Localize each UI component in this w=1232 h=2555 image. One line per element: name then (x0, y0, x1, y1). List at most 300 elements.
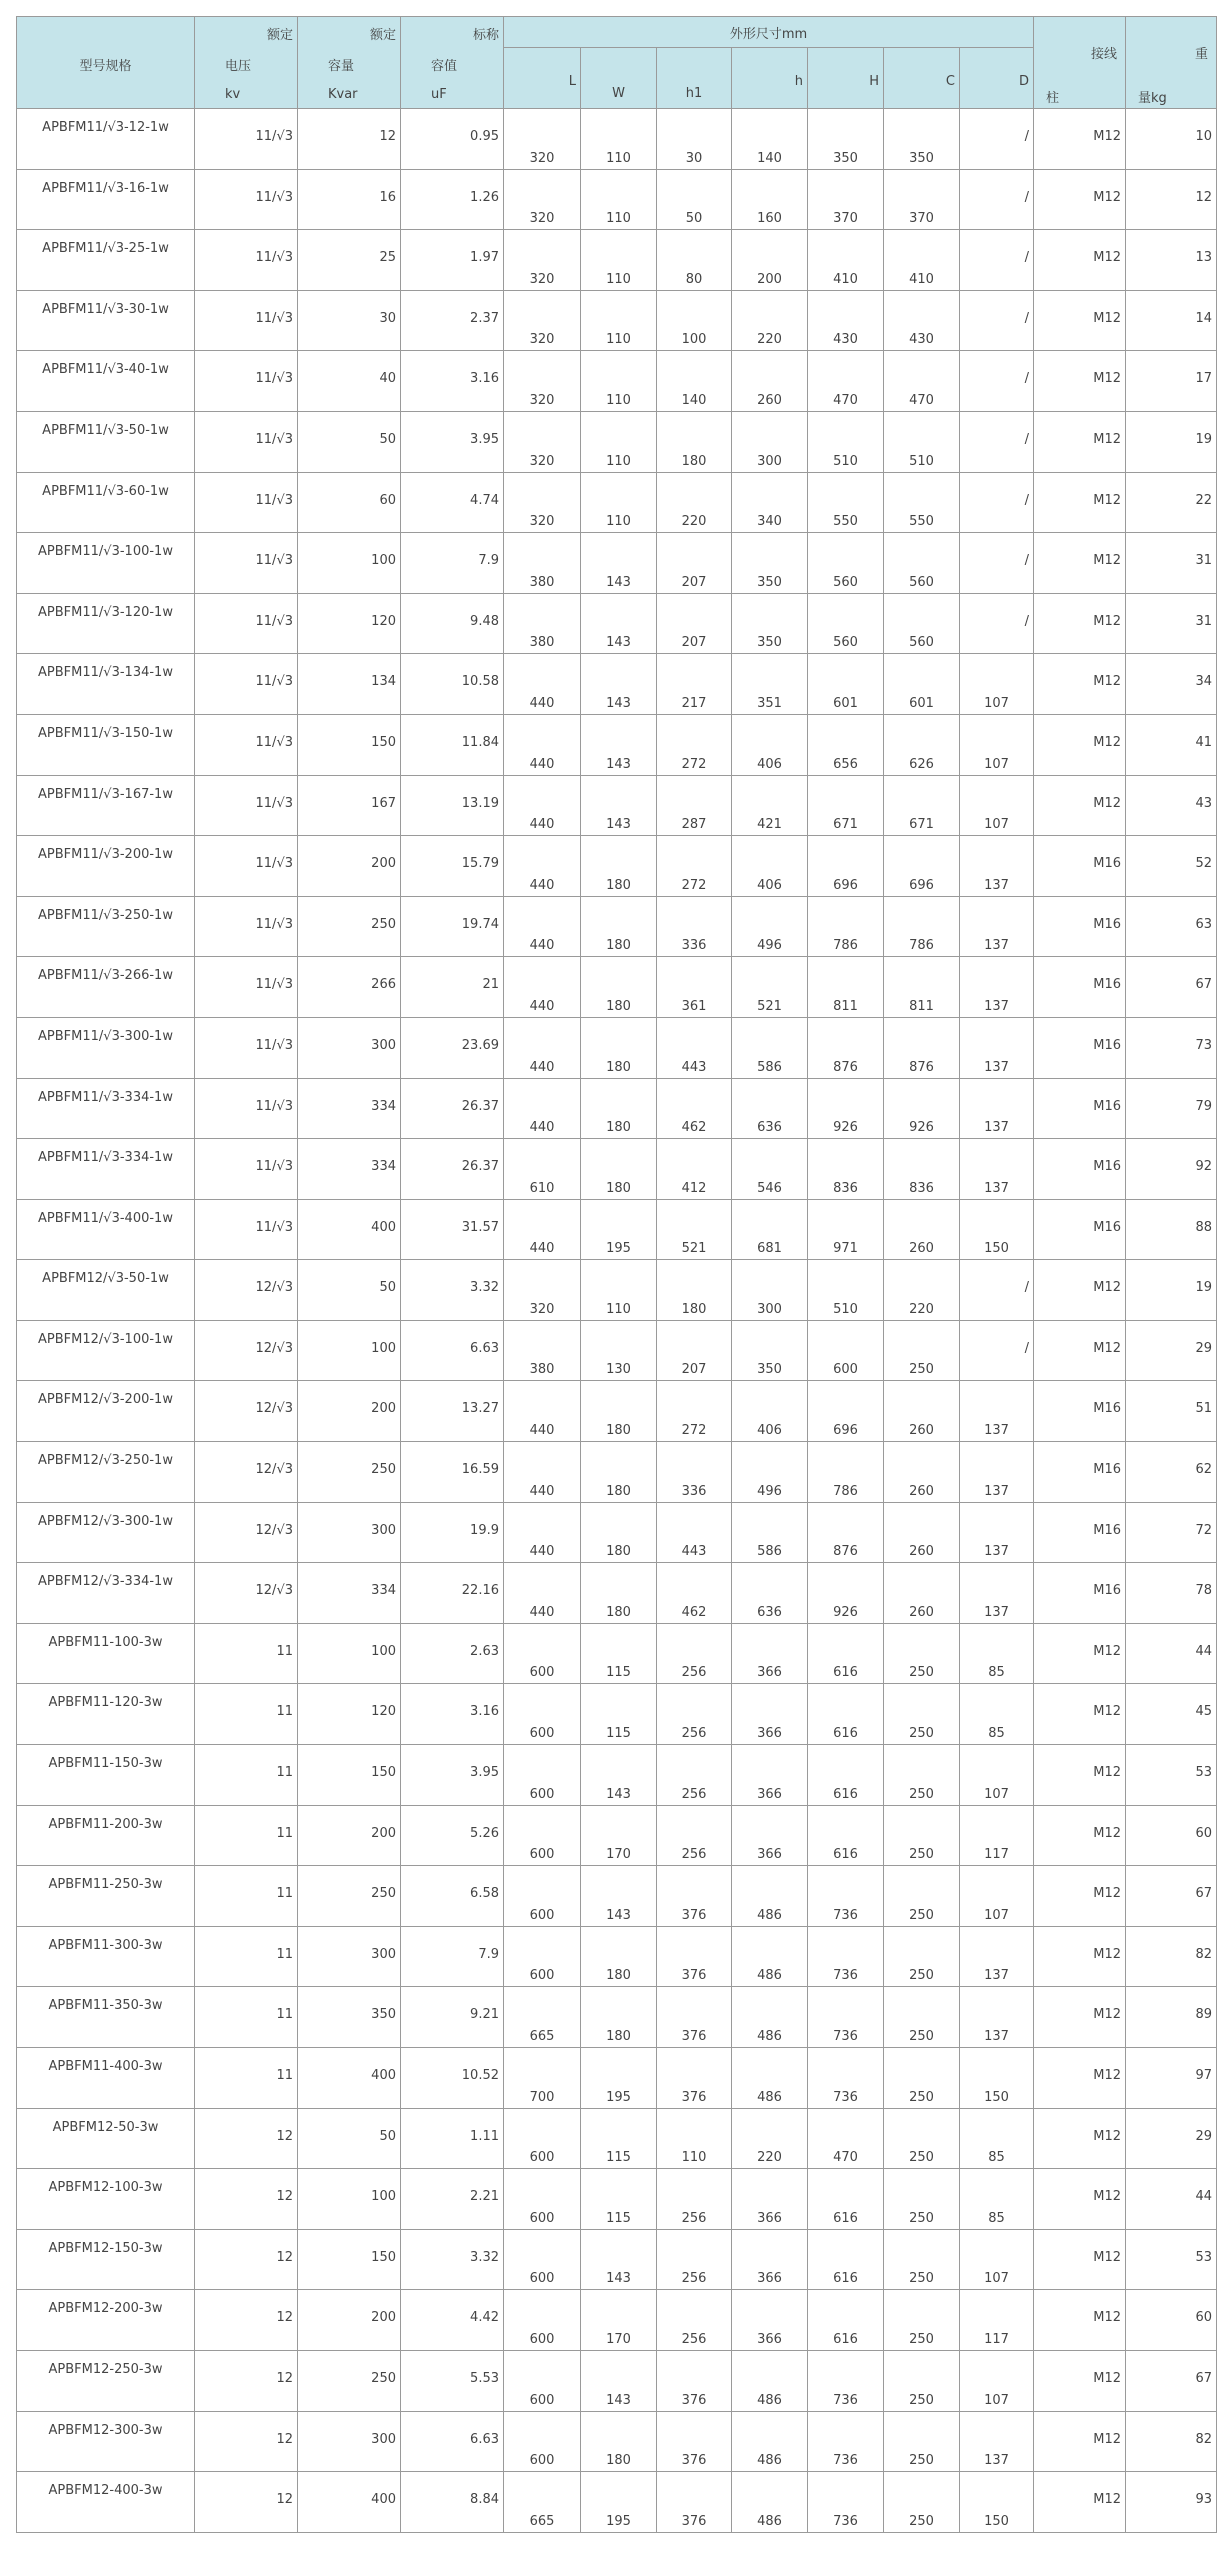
cell-capacity (298, 2229, 401, 2290)
weight-value: 29 (1195, 1340, 1213, 1356)
model-value: APBFM11/√3-266-1w (38, 968, 173, 984)
dim-L-value: 600 (529, 2453, 555, 2469)
cell-dim-L (504, 2229, 581, 2290)
cell-dim-W (581, 169, 657, 230)
cell-dim-h (732, 836, 808, 897)
dim-C-value: 786 (909, 938, 934, 954)
table-row (17, 411, 1217, 472)
cell-terminal (1034, 2229, 1126, 2290)
cell-dim-C (884, 775, 960, 836)
cell-capacitance (401, 290, 504, 351)
cell-dim-L (504, 411, 581, 472)
cell-weight (1126, 2290, 1217, 2351)
cell-model (17, 2108, 195, 2169)
dim-L-value: 440 (529, 938, 555, 954)
dim-h1-value: 50 (685, 211, 703, 227)
dim-C-value: 601 (909, 695, 934, 711)
cell-capacitance (401, 351, 504, 412)
cell-capacitance (401, 2350, 504, 2411)
voltage-value: 11/√3 (255, 856, 293, 872)
model-value: APBFM12-300-3w (48, 2422, 163, 2438)
cell-dim-W (581, 1684, 657, 1745)
cell-dim-h1 (657, 836, 732, 897)
cell-capacitance (401, 1502, 504, 1563)
capacity-value: 200 (371, 1825, 396, 1841)
cell-capacity (298, 1926, 401, 1987)
dim-H-value: 510 (833, 453, 858, 469)
cell-capacity (298, 2411, 401, 2472)
cell-terminal (1034, 1320, 1126, 1381)
model-value: APBFM11-200-3w (48, 1816, 163, 1832)
cell-weight (1126, 1017, 1217, 1078)
dim-C-value: 836 (909, 1180, 934, 1196)
table-row (17, 593, 1217, 654)
table-row (17, 1684, 1217, 1745)
dim-C-value: 250 (909, 1968, 934, 1984)
cell-dim-L (504, 1563, 581, 1624)
voltage-value: 11 (276, 2068, 293, 2083)
voltage-value: 12/√3 (255, 1462, 293, 1478)
cell-dim-H (808, 2472, 884, 2533)
cell-dim-L (504, 2108, 581, 2169)
cell-dim-h1 (657, 1381, 732, 1442)
cell-dim-h1 (657, 896, 732, 957)
dim-D-value: 137 (984, 1120, 1009, 1136)
dim-C-value: 250 (909, 2513, 934, 2529)
cell-weight (1126, 1320, 1217, 1381)
dim-h-value: 486 (757, 2089, 782, 2105)
dim-C-value: 250 (909, 1786, 934, 1802)
dim-D-value: 137 (984, 2453, 1009, 2469)
cell-dim-h (732, 230, 808, 291)
terminal-value: M16 (1093, 1401, 1122, 1417)
voltage-value: 11/√3 (255, 250, 293, 266)
cell-dim-H (808, 1563, 884, 1624)
header-dim-h1-label: h1 (685, 86, 703, 101)
cell-dim-C (884, 2108, 960, 2169)
cell-weight (1126, 836, 1217, 897)
cell-dim-L (504, 2048, 581, 2109)
dim-h-value: 496 (757, 938, 782, 954)
cell-dim-D (960, 1139, 1034, 1200)
terminal-value: M12 (1093, 795, 1122, 811)
cell-capacity (298, 1139, 401, 1200)
cell-terminal (1034, 1139, 1126, 1200)
dim-H-value: 786 (833, 1483, 858, 1499)
capacity-value: 200 (371, 1401, 396, 1417)
dim-L-value: 440 (529, 1241, 555, 1257)
weight-value: 60 (1195, 2310, 1213, 2326)
capacity-value: 120 (371, 613, 396, 629)
cell-terminal (1034, 351, 1126, 412)
capacity-value: 134 (371, 674, 396, 690)
cell-dim-L (504, 2411, 581, 2472)
cell-dim-D (960, 230, 1034, 291)
cell-dim-H (808, 1139, 884, 1200)
cell-dim-H (808, 2290, 884, 2351)
cell-weight (1126, 1381, 1217, 1442)
capacitance-value: 22.16 (461, 1583, 499, 1599)
capacitance-value: 3.32 (470, 1280, 499, 1296)
dim-H-value: 616 (833, 1847, 858, 1863)
dim-W-value: 143 (606, 1786, 631, 1802)
header-capacity (298, 17, 401, 109)
dim-H-value: 510 (833, 1301, 858, 1317)
cell-model (17, 1078, 195, 1139)
table-row (17, 1745, 1217, 1806)
capacitance-value: 6.58 (470, 1886, 499, 1902)
dim-h-value: 496 (757, 1483, 782, 1499)
table-row (17, 896, 1217, 957)
dim-H-value: 811 (833, 998, 858, 1014)
dim-L-value: 700 (529, 2089, 555, 2105)
terminal-value: M12 (1093, 734, 1122, 750)
cell-dim-D (960, 109, 1034, 170)
capacity-value: 50 (379, 1280, 396, 1296)
cell-dim-C (884, 2048, 960, 2109)
dim-h1-value: 376 (681, 2029, 707, 2044)
cell-voltage (195, 1987, 298, 2048)
dim-L-value: 380 (529, 574, 555, 590)
cell-dim-C (884, 896, 960, 957)
dim-h-value: 366 (757, 1726, 782, 1742)
cell-dim-W (581, 1623, 657, 1684)
dim-C-value: 260 (909, 1241, 934, 1257)
capacity-value: 266 (371, 977, 396, 993)
cell-capacity (298, 654, 401, 715)
cell-dim-h (732, 1078, 808, 1139)
dim-h1-value: 376 (681, 2392, 707, 2408)
cell-voltage (195, 1684, 298, 1745)
cell-dim-C (884, 472, 960, 533)
dim-L-value: 600 (529, 1907, 555, 1923)
dim-C-value: 250 (909, 2210, 934, 2226)
weight-value: 10 (1195, 129, 1213, 144)
header-dim-D-label: D (1019, 74, 1030, 89)
cell-voltage (195, 2472, 298, 2533)
capacity-value: 250 (371, 2370, 396, 2386)
cell-capacity (298, 775, 401, 836)
dim-H-value: 616 (833, 2271, 858, 2287)
dim-L-value: 440 (529, 1423, 555, 1439)
dim-C-value: 560 (909, 574, 934, 590)
model-value: APBFM11-120-3w (48, 1695, 163, 1711)
cell-capacity (298, 1017, 401, 1078)
dim-h-value: 486 (757, 1968, 782, 1984)
dim-D-value: 117 (984, 1847, 1009, 1863)
weight-value: 82 (1195, 2431, 1213, 2447)
cell-dim-W (581, 2290, 657, 2351)
weight-value: 17 (1195, 371, 1213, 387)
cell-dim-H (808, 836, 884, 897)
cell-dim-D (960, 1805, 1034, 1866)
voltage-value: 11/√3 (255, 129, 293, 144)
voltage-value: 11 (276, 2007, 293, 2023)
cell-capacitance (401, 1684, 504, 1745)
cell-model (17, 2411, 195, 2472)
cell-dim-W (581, 714, 657, 775)
voltage-value: 12/√3 (255, 1522, 293, 1538)
cell-capacity (298, 2290, 401, 2351)
dim-h-value: 340 (757, 514, 782, 530)
capacity-value: 30 (379, 310, 396, 326)
cell-capacitance (401, 533, 504, 594)
cell-dim-C (884, 1442, 960, 1503)
dim-H-value: 616 (833, 2210, 858, 2226)
dim-h-value: 366 (757, 2210, 782, 2226)
dim-C-value: 250 (909, 2089, 934, 2105)
dim-C-value: 510 (909, 453, 934, 469)
voltage-value: 11/√3 (255, 1098, 293, 1114)
cell-dim-H (808, 957, 884, 1018)
cell-capacitance (401, 1805, 504, 1866)
dim-h-value: 586 (757, 1059, 782, 1075)
cell-dim-H (808, 2350, 884, 2411)
dim-L-value: 320 (529, 150, 555, 166)
capacitance-value: 13.19 (461, 795, 499, 811)
cell-voltage (195, 1320, 298, 1381)
dim-W-value: 143 (606, 756, 631, 772)
cell-capacitance (401, 957, 504, 1018)
model-value: APBFM12-150-3w (48, 2240, 163, 2256)
capacitance-value: 23.69 (461, 1037, 499, 1053)
cell-dim-h (732, 351, 808, 412)
dim-h-value: 366 (757, 1786, 782, 1802)
dim-L-value: 440 (529, 1483, 555, 1499)
dim-H-value: 736 (833, 2089, 858, 2105)
terminal-value: M16 (1093, 1583, 1122, 1599)
cell-capacity (298, 1078, 401, 1139)
weight-value: 51 (1195, 1401, 1213, 1417)
weight-value: 43 (1195, 795, 1213, 811)
dim-W-value: 143 (606, 2271, 631, 2287)
dim-h1-value: 443 (681, 1059, 707, 1075)
terminal-value: M12 (1093, 2068, 1122, 2083)
cell-dim-C (884, 1866, 960, 1927)
terminal-value: M12 (1093, 1825, 1122, 1841)
cell-terminal (1034, 2048, 1126, 2109)
cell-dim-h (732, 1563, 808, 1624)
header-terminal-line1: 接线 (1091, 47, 1118, 62)
cell-voltage (195, 1563, 298, 1624)
dim-L-value: 440 (529, 877, 555, 893)
capacitance-value: 1.11 (470, 2128, 499, 2144)
capacity-value: 150 (371, 734, 396, 750)
dim-h1-value: 100 (681, 332, 707, 348)
model-value: APBFM11/√3-134-1w (38, 665, 173, 681)
dim-L-value: 600 (529, 2392, 555, 2408)
cell-terminal (1034, 472, 1126, 533)
cell-terminal (1034, 714, 1126, 775)
weight-value: 31 (1195, 613, 1213, 629)
table-row (17, 1017, 1217, 1078)
capacitance-value: 26.37 (461, 1159, 499, 1175)
header-dim-H (808, 48, 884, 109)
cell-model (17, 2048, 195, 2109)
table-row (17, 654, 1217, 715)
dim-L-value: 600 (529, 1968, 555, 1984)
dim-D-value: 137 (984, 1180, 1009, 1196)
dim-h1-value: 412 (681, 1180, 707, 1196)
model-value: APBFM11/√3-100-1w (38, 544, 173, 560)
dim-L-value: 320 (529, 271, 555, 287)
dim-D-value: 117 (984, 2331, 1009, 2347)
cell-dim-C (884, 714, 960, 775)
table-row (17, 714, 1217, 775)
cell-dim-C (884, 2290, 960, 2351)
dim-W-value: 180 (606, 938, 631, 954)
voltage-value: 11 (276, 1643, 293, 1659)
dim-D-value: 107 (984, 1786, 1009, 1802)
cell-dim-h1 (657, 2048, 732, 2109)
dim-L-value: 600 (529, 2210, 555, 2226)
dim-C-value: 250 (909, 2392, 934, 2408)
cell-capacitance (401, 1381, 504, 1442)
capacitance-value: 1.26 (470, 189, 499, 205)
capacity-value: 50 (379, 431, 396, 447)
dim-D-value: / (1024, 1280, 1030, 1296)
dim-h-value: 260 (757, 392, 782, 408)
cell-capacity (298, 714, 401, 775)
cell-dim-W (581, 957, 657, 1018)
cell-capacitance (401, 2048, 504, 2109)
cell-weight (1126, 2229, 1217, 2290)
cell-capacity (298, 1987, 401, 2048)
cell-model (17, 1805, 195, 1866)
dim-C-value: 430 (909, 332, 934, 348)
dim-D-value: / (1024, 310, 1030, 326)
cell-terminal (1034, 1078, 1126, 1139)
cell-capacity (298, 896, 401, 957)
dim-W-value: 180 (606, 1120, 631, 1136)
dim-D-value: 137 (984, 1968, 1009, 1984)
cell-model (17, 654, 195, 715)
cell-dim-C (884, 109, 960, 170)
cell-dim-D (960, 1926, 1034, 1987)
cell-capacitance (401, 1563, 504, 1624)
cell-dim-h1 (657, 1684, 732, 1745)
cell-dim-h1 (657, 1866, 732, 1927)
dim-W-value: 143 (606, 817, 631, 833)
cell-dim-D (960, 1502, 1034, 1563)
dim-D-value: 107 (984, 695, 1009, 711)
cell-dim-h (732, 2169, 808, 2230)
cell-model (17, 109, 195, 170)
dim-C-value: 250 (909, 1847, 934, 1863)
table-row (17, 1502, 1217, 1563)
dim-D-value: / (1024, 492, 1030, 508)
cell-dim-H (808, 2229, 884, 2290)
weight-value: 19 (1195, 431, 1213, 447)
cell-voltage (195, 351, 298, 412)
cell-dim-h1 (657, 714, 732, 775)
cell-dim-h1 (657, 1260, 732, 1321)
cell-dim-H (808, 2411, 884, 2472)
cell-capacitance (401, 2411, 504, 2472)
capacity-value: 150 (371, 1765, 396, 1781)
capacitance-value: 3.95 (470, 431, 499, 447)
cell-dim-W (581, 290, 657, 351)
dim-h-value: 350 (757, 635, 782, 651)
cell-dim-W (581, 2350, 657, 2411)
cell-weight (1126, 472, 1217, 533)
dim-h1-value: 256 (681, 2271, 707, 2287)
dim-L-value: 600 (529, 1726, 555, 1742)
dim-W-value: 110 (606, 453, 631, 469)
dim-W-value: 143 (606, 635, 631, 651)
cell-terminal (1034, 1623, 1126, 1684)
cell-capacitance (401, 2108, 504, 2169)
cell-weight (1126, 1684, 1217, 1745)
dim-H-value: 736 (833, 1968, 858, 1984)
dim-h-value: 486 (757, 2029, 782, 2044)
cell-capacitance (401, 1442, 504, 1503)
dim-C-value: 876 (909, 1059, 934, 1075)
dim-h1-value: 256 (681, 1726, 707, 1742)
capacity-value: 200 (371, 856, 396, 872)
voltage-value: 12/√3 (255, 1401, 293, 1417)
cell-weight (1126, 1260, 1217, 1321)
cell-terminal (1034, 1442, 1126, 1503)
dim-h-value: 350 (757, 1362, 782, 1378)
cell-terminal (1034, 1926, 1126, 1987)
cell-weight (1126, 2472, 1217, 2533)
dim-h1-value: 272 (681, 756, 707, 772)
dim-W-value: 110 (606, 211, 631, 227)
dim-W-value: 143 (606, 574, 631, 590)
cell-capacitance (401, 1260, 504, 1321)
dim-L-value: 440 (529, 998, 555, 1014)
weight-value: 78 (1195, 1583, 1213, 1599)
terminal-value: M12 (1093, 2431, 1122, 2447)
dim-W-value: 110 (606, 271, 631, 287)
cell-model (17, 1684, 195, 1745)
cell-dim-D (960, 1866, 1034, 1927)
cell-dim-W (581, 1260, 657, 1321)
cell-capacity (298, 472, 401, 533)
voltage-value: 11/√3 (255, 1219, 293, 1235)
table-row (17, 1260, 1217, 1321)
dim-h1-value: 256 (681, 1665, 707, 1681)
cell-capacitance (401, 230, 504, 291)
dim-H-value: 736 (833, 2453, 858, 2469)
cell-terminal (1034, 230, 1126, 291)
cell-voltage (195, 2229, 298, 2290)
table-row (17, 290, 1217, 351)
model-value: APBFM11/√3-60-1w (42, 483, 169, 499)
cell-dim-D (960, 654, 1034, 715)
cell-dim-h (732, 411, 808, 472)
header-dim-L (504, 48, 581, 109)
cell-capacity (298, 1442, 401, 1503)
cell-capacity (298, 1199, 401, 1260)
cell-dim-W (581, 1078, 657, 1139)
cell-voltage (195, 2290, 298, 2351)
dim-L-value: 320 (529, 332, 555, 348)
cell-dim-L (504, 1320, 581, 1381)
table-row (17, 1623, 1217, 1684)
dim-h-value: 350 (757, 574, 782, 590)
cell-dim-C (884, 533, 960, 594)
dim-W-value: 170 (606, 2331, 631, 2347)
dim-H-value: 616 (833, 2331, 858, 2347)
cell-capacity (298, 109, 401, 170)
cell-dim-C (884, 290, 960, 351)
cell-dim-h (732, 1320, 808, 1381)
cell-dim-D (960, 836, 1034, 897)
table-row (17, 1199, 1217, 1260)
cell-weight (1126, 1926, 1217, 1987)
